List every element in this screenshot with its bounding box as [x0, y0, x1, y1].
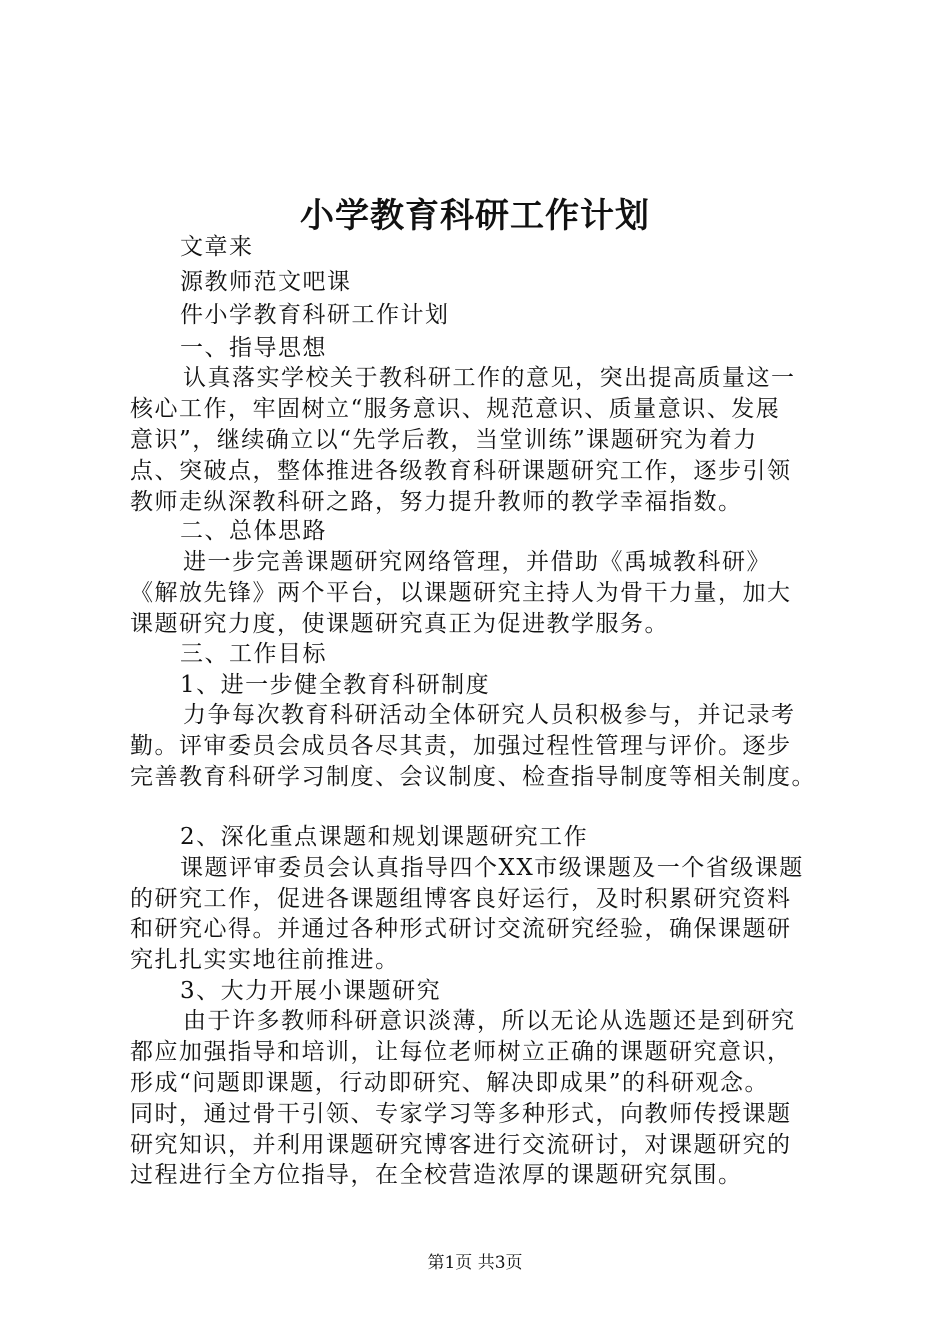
text-line: 件小学教育科研工作计划 — [180, 302, 450, 328]
paragraph-line: 进一步完善课题研究网络管理，并借助《禹城教科研》 — [183, 549, 771, 575]
paragraph-line: 教师走纵深教科研之路，努力提升教师的教学幸福指数。 — [130, 489, 743, 515]
paragraph-line: 勤。评审委员会成员各尽其责，加强过程性管理与评价。逐步 — [130, 733, 792, 759]
section-heading: 一、指导思想 — [180, 335, 327, 361]
document-title: 小学教育科研工作计划 — [300, 196, 650, 236]
paragraph-line: 都应加强指导和培训，让每位老师树立正确的课题研究意识， — [130, 1039, 792, 1065]
paragraph-line: 意识”，继续确立以“先学后教，当堂训练”课题研究为着力 — [130, 427, 758, 453]
paragraph-line: 点、突破点，整体推进各级教育科研课题研究工作，逐步引领 — [130, 458, 792, 484]
subsection-heading: 2、深化重点课题和规划课题研究工作 — [180, 824, 589, 850]
paragraph-line: 《解放先锋》两个平台，以课题研究主持人为骨干力量，加大 — [130, 580, 792, 606]
page-footer: 第1页 共3页 — [427, 1253, 523, 1273]
paragraph-line: 和研究心得。并通过各种形式研讨交流研究经验，确保课题研 — [130, 916, 792, 942]
subsection-heading: 1、进一步健全教育科研制度 — [180, 672, 491, 698]
subsection-heading: 3、大力开展小课题研究 — [180, 978, 442, 1004]
paragraph-line: 课题研究力度，使课题研究真正为促进教学服务。 — [130, 611, 669, 637]
section-heading: 三、工作目标 — [180, 641, 327, 667]
paragraph-line: 同时，通过骨干引领、专家学习等多种形式，向教师传授课题 — [130, 1101, 792, 1127]
paragraph-line: 的研究工作，促进各课题组博客良好运行，及时积累研究资料 — [130, 886, 792, 912]
paragraph-line: 完善教育科研学习制度、会议制度、检查指导制度等相关制度。 — [130, 764, 816, 790]
paragraph-line: 过程进行全方位指导，在全校营造浓厚的课题研究氛围。 — [130, 1162, 743, 1188]
text-line: 源教师范文吧课 — [180, 269, 352, 295]
paragraph-line: 力争每次教育科研活动全体研究人员积极参与，并记录考 — [183, 702, 796, 728]
paragraph-line: 研究知识，并利用课题研究博客进行交流研讨，对课题研究的 — [130, 1132, 792, 1158]
section-heading: 二、总体思路 — [180, 518, 327, 544]
paragraph-line: 核心工作，牢固树立“服务意识、规范意识、质量意识、发展 — [130, 396, 781, 422]
paragraph-line: 认真落实学校关于教科研工作的意见，突出提高质量这一 — [183, 365, 796, 391]
text-line: 文章来 — [180, 234, 254, 260]
paragraph-line: 由于许多教师科研意识淡薄，所以无论从选题还是到研究 — [183, 1008, 796, 1034]
paragraph-line: 究扎扎实实地往前推进。 — [130, 947, 400, 973]
paragraph-line: 课题评审委员会认真指导四个XX市级课题及一个省级课题 — [180, 855, 804, 881]
paragraph-line: 形成“问题即课题，行动即研究、解决即成果”的科研观念。 — [130, 1070, 770, 1096]
